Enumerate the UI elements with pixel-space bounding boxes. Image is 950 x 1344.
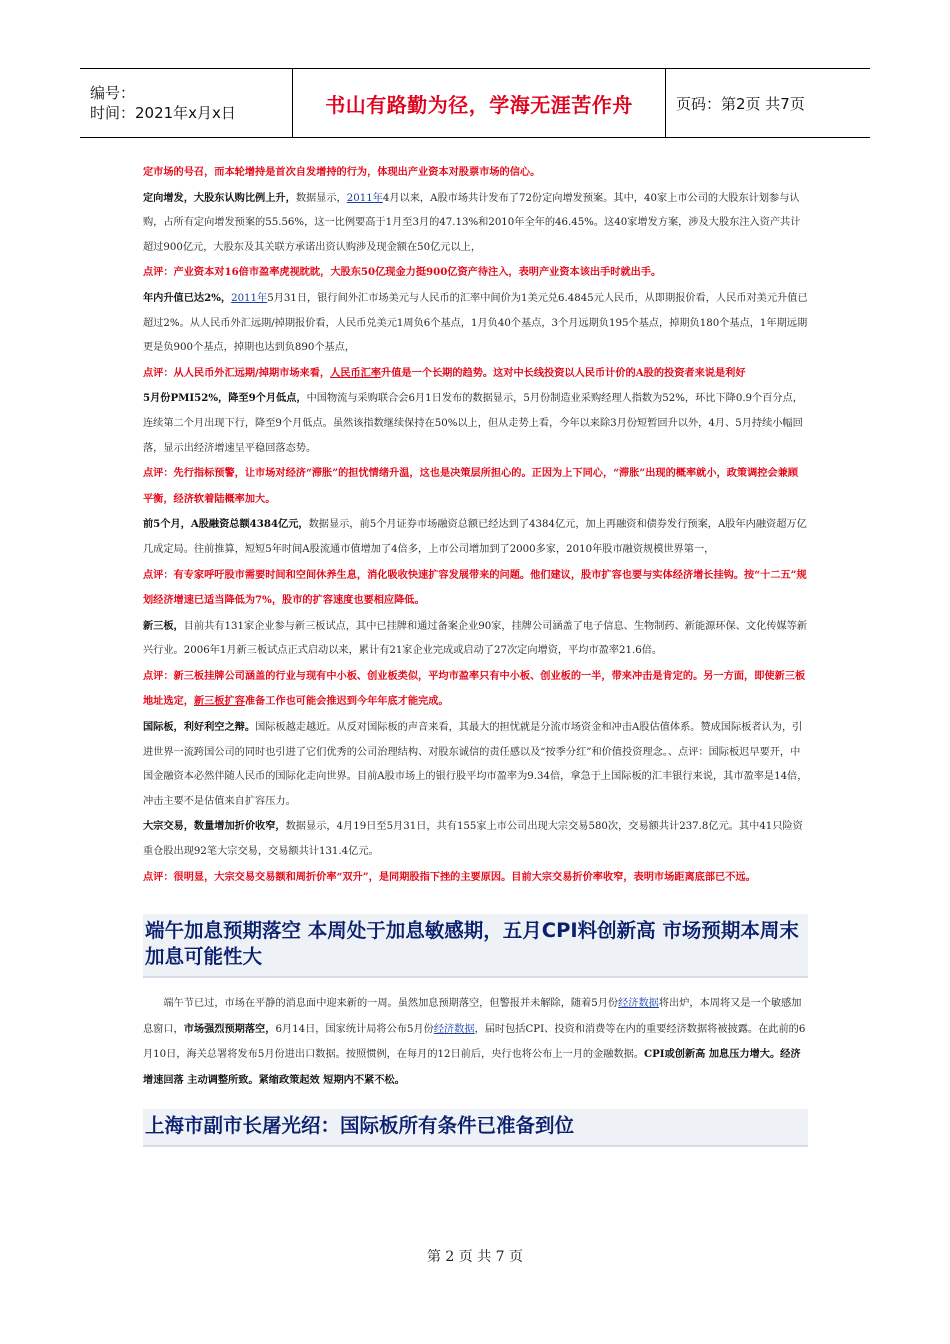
- section-heading: [143, 1109, 808, 1147]
- paragraph-lead: 5月份PMI52%，降至9个月低点，: [143, 392, 307, 405]
- paragraph-text: ，届时包括CPI、投资和消费等在内的重要经济数据将被披露。在此前的6月10日，海关总署将发布5月份进出口数据。按照惯例，在每月的12日前后，央行也将公布上一月的金融数据。: [143, 1023, 806, 1061]
- comment-text: 定市场的号召，而本轮增持是首次自发增持的行为，体现出产业资本对股票市场的信心。: [143, 166, 541, 178]
- paragraph-text: 4月以来，A股市场共计发布了72份定向增发预案。其中，40家上市公司的大股东计划参与认购，占所有定向增发预案的55.56%，这一比例要高于1月至3月的47.13%和2010年全年的46.45%。这40家增发方案，涉及大股东注入资产共计超过900亿元，大股东及其关联方承诺出资认购涉及现金额在50亿元以上，: [143, 192, 801, 253]
- motto-text: 书山有路勤为径，学海无涯苦作舟: [325, 92, 633, 117]
- number-label: 编号：: [90, 84, 136, 102]
- time-label: 时间：2021年x月x日: [90, 104, 236, 122]
- comment-text: 点评：有专家呼吁股市需要时间和空间休养生息，消化吸收快速扩容发展带来的问题。他们建议，股市扩容也要与实体经济增长挂钩。按“十二五”规划经济增速已适当降低为7%，股市的扩容速度也要相应降低。: [143, 568, 807, 607]
- header-motto: [293, 69, 666, 137]
- section-title: 端午加息预期落空 本周处于加息敏感期，五月CPI料创新高 市场预期本周末加息可能性大: [145, 919, 799, 969]
- comment-text: 点评：先行指标预警，让市场对经济“滞胀”的担忧情绪升温，这也是决策层所担心的。正因为上下同心，“滞胀”出现的概率就小，政策调控会兼顾平衡，经济软着陆概率加大。: [143, 467, 799, 505]
- paragraph-text: 5月31日，银行间外汇市场美元与人民币的汇率中间价为1美元兑6.4845元人民币，从即期报价看，人民币对美元升值已超过2%。从人民币外汇远期/掉期报价看，人民币兑美元1周负6个基点，1月负40个基点，3个月远期负195个基点，掉期负180个基点，1年期远期更是负900个基点，掉期也达到负890个基点，: [143, 292, 808, 354]
- paragraph-lead: 新三板，: [143, 619, 184, 632]
- paragraph: [143, 664, 808, 715]
- page-label: 页码：第2页 共7页: [676, 94, 805, 113]
- paragraph-bold: 市场强烈预期落空，: [183, 1022, 276, 1035]
- paragraph-lead: 定向增发，大股东认购比例上升，: [143, 191, 296, 204]
- comment-text: 点评：从人民币外汇远期/掉期市场来看，: [143, 366, 331, 379]
- paragraph: [143, 512, 808, 562]
- section-paragraph: [143, 992, 808, 1093]
- page-footer: [0, 1246, 950, 1266]
- paragraph-lead: 国际板，利好利空之辩。: [143, 721, 256, 734]
- section-title: 上海市副市长屠光绍：国际板所有条件已准备到位: [145, 1114, 575, 1138]
- paragraph-text: 将出炉，本周将又是一个敏感加息窗口，: [143, 998, 802, 1035]
- paragraph-text: 数据显示，前5个月证券市场融资总额已经达到了4384亿元，加上再融资和债券发行预案，A股年内融资超万亿几成定局。往前推算，短短5年时间A股流通市值增加了4倍多，上市公司增加到了2000多家，2010年股市融资规模世界第一，: [143, 519, 807, 555]
- paragraph: [143, 461, 808, 512]
- paragraph: [143, 386, 808, 461]
- paragraph-text: 6月14日，国家统计局将公布5月份: [275, 1023, 434, 1035]
- paragraph: [143, 186, 808, 261]
- header-page: [666, 69, 870, 137]
- economic-data-link[interactable]: 经济数据: [433, 1023, 475, 1035]
- footer-page-number: 第 2 页 共 7 页: [426, 1249, 524, 1265]
- paragraph: [143, 286, 808, 361]
- paragraph-text: 中国物流与采购联合会6月1日发布的数据显示，5月份制造业采购经理人指数为52%，环比下降0.9个百分点，连续第二个月出现下行，降至9个月低点。虽然该指数继续保持在50%以上，但从走势上看，今年以来除3月份短暂回升以外，4月、5月持续小幅回落，显示出经济增速呈平稳回落态势。: [143, 393, 803, 454]
- paragraph-text: 端午节已过，市场在平静的消息面中迎来新的一周。虽然加息预期落空，但警报并未解除，随着5月份: [163, 998, 619, 1010]
- header-meta: [80, 69, 293, 137]
- paragraph-text: 目前共有131家企业参与新三板试点，其中已挂牌和通过备案企业90家，挂牌公司涵盖了电子信息、生物制药、新能源环保、文化传媒等新兴行业。2006年1月新三板试点正式启动以来，累计有21家企业完成或启动了27次定向增资，平均市盈率21.6倍。: [143, 620, 808, 657]
- paragraph-bold: CPI或创新高 加息压力增大。经济增速回落 主动调整所致。紧缩政策起效 短期内不紧不松。: [143, 1048, 801, 1086]
- year-link[interactable]: 2011年: [231, 292, 268, 304]
- economic-data-link[interactable]: 经济数据: [618, 998, 659, 1010]
- comment-link[interactable]: 新三板扩容: [193, 695, 245, 708]
- section-heading: [143, 914, 808, 978]
- paragraph: [143, 361, 808, 387]
- paragraph-text: 数据显示，4月19日至5月31日，共有155家上市公司出现大宗交易580次，交易额共计237.8亿元。其中41只险资重仓股出现92笔大宗交易，交易额共计131.4亿元。: [143, 821, 803, 858]
- paragraph: [143, 260, 808, 286]
- paragraph: [143, 160, 808, 186]
- page-header: [80, 68, 870, 138]
- comment-text: 点评：很明显，大宗交易交易额和周折价率“双升”，是同期股指下挫的主要原因。目前大宗交易折价率收窄，表明市场距离底部已不远。: [143, 870, 756, 883]
- paragraph-lead: 大宗交易，数量增加折价收窄，: [143, 820, 286, 833]
- paragraph-text: 国际板越走越近。从反对国际板的声音来看，其最大的担忧就是分流市场资金和冲击A股估值体系。赞成国际板者认为，引进世界一流跨国公司的同时也引进了它们优秀的公司治理结构、对股东诚信的责任感以及“按季分红”和价值投资理念。、点评：国际板迟早要开，中国金融资本必然伴随人民币的国际化走向世界。目前A股市场上的银行股平均市盈率为9.34倍，拿急于上国际板的汇丰银行来说，其市盈率是14倍，冲击主要不是估值来自扩容压力。: [143, 722, 808, 807]
- comment-text: 准备工作也可能会推迟到今年年底才能完成。: [244, 695, 449, 708]
- comment-text: 点评：新三板挂牌公司涵盖的行业与现有中小板、创业板类似，平均市盈率只有中小板、创业板的一半，带来冲击是肯定的。另一方面，即使新三板地址选定，: [143, 669, 806, 708]
- comment-link[interactable]: 人民币汇率: [330, 366, 382, 379]
- paragraph-text: 数据显示，: [295, 192, 347, 204]
- comment-text: 点评：产业资本对16倍市盈率虎视眈眈，大股东50亿现金力挺900亿资产待注入，表明产业资本该出手时就出手。: [143, 266, 662, 279]
- paragraph: [143, 865, 808, 891]
- paragraph: [143, 614, 808, 664]
- paragraph-lead: 前5个月，A股融资总额4384亿元，: [143, 518, 309, 531]
- document-body: [143, 160, 808, 1147]
- paragraph: [143, 563, 808, 614]
- comment-text: 升值是一个长期的趋势。这对中长线投资以人民币计价的A股的投资者来说是利好: [381, 366, 746, 379]
- year-link[interactable]: 2011年: [346, 192, 383, 204]
- paragraph: [143, 715, 808, 814]
- paragraph-lead: 年内升值已达2%，: [143, 291, 232, 304]
- paragraph: [143, 814, 808, 864]
